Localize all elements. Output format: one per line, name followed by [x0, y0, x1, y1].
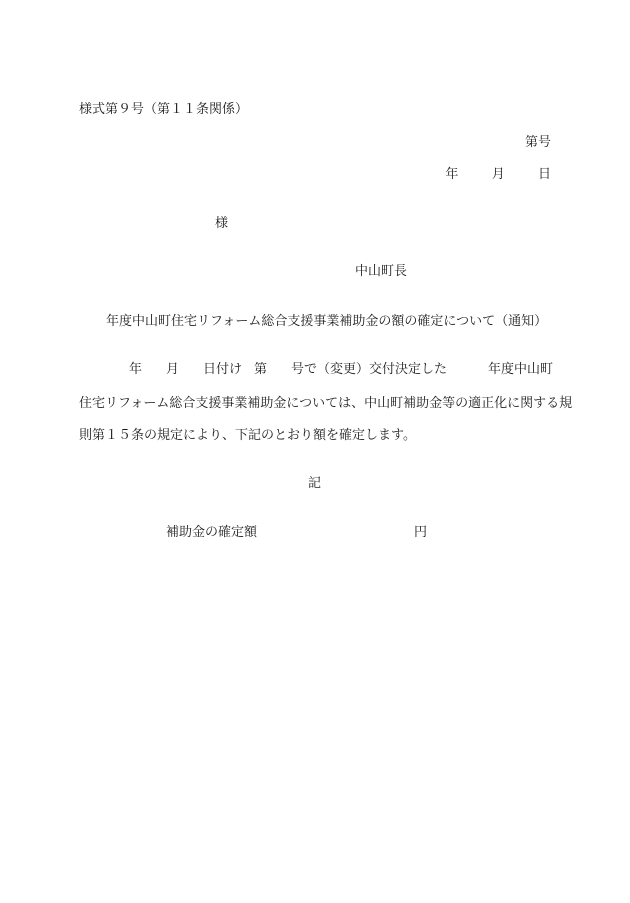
recipient-suffix: 様: [215, 216, 229, 231]
body-line-3: 則第１５条の規定により、下記のとおり額を確定します。: [79, 428, 416, 443]
body-number-prefix: 第: [254, 362, 268, 377]
body-date-suffix: 日付け: [203, 362, 243, 377]
body-line-2: 住宅リフォーム総合支援事業補助金については、中山町補助金等の適正化に関する規: [79, 396, 573, 411]
ki-heading: 記: [308, 476, 322, 491]
body-year-label: 年: [129, 362, 143, 377]
body-decision-text: 号で（変更）交付決定した: [291, 362, 448, 377]
document-number: 第号: [524, 135, 551, 150]
date-year-label: 年: [445, 167, 459, 182]
amount-label: 補助金の確定額: [166, 525, 258, 540]
form-number: 様式第９号（第１１条関係）: [79, 102, 249, 117]
body-fiscal-year-town: 年度中山町: [488, 362, 554, 377]
notice-title: 年度中山町住宅リフォーム総合支援事業補助金の額の確定について（通知）: [106, 314, 548, 329]
date-day-label: 日: [537, 167, 551, 182]
date-month-label: 月: [491, 167, 505, 182]
amount-unit: 円: [414, 525, 428, 540]
date-line: [445, 167, 551, 183]
issuer-name: 中山町長: [355, 264, 408, 279]
body-month-label: 月: [166, 362, 180, 377]
